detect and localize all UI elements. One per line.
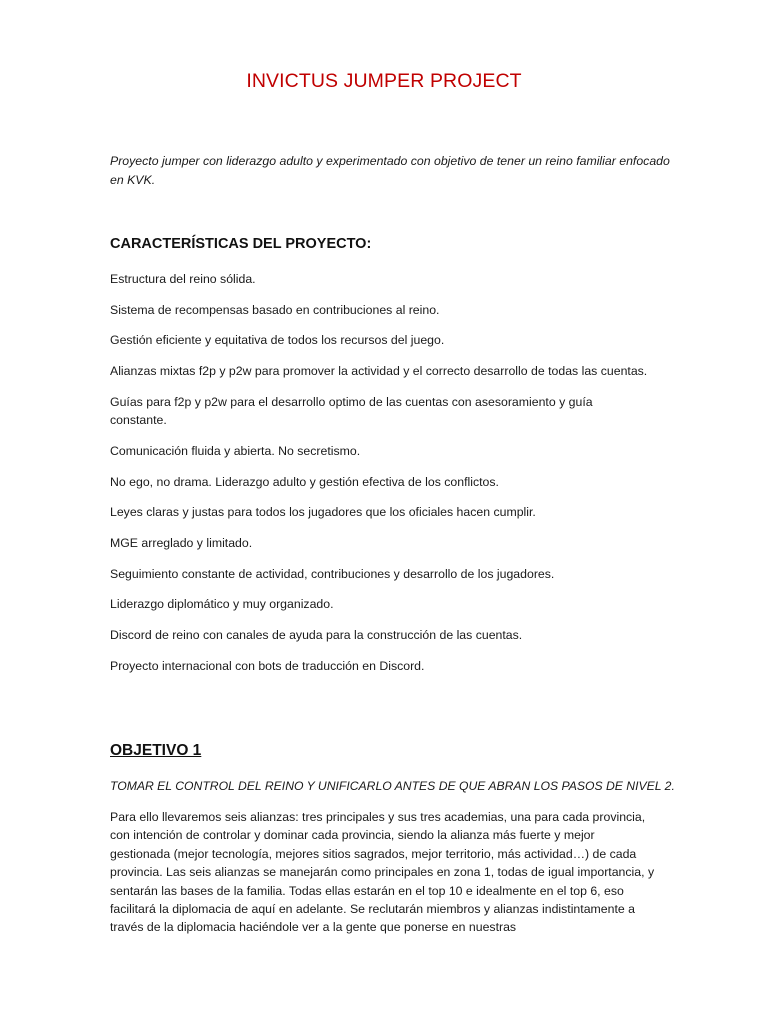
feature-item: MGE arreglado y limitado. xyxy=(110,536,253,550)
feature-item: No ego, no drama. Liderazgo adulto y gestión efectiva de los conflictos. xyxy=(110,474,499,489)
feature-item: Liderazgo diplomático y muy organizado. xyxy=(110,597,334,612)
feature-item: Seguimiento constante de actividad, contribuciones y desarrollo de los jugadores. xyxy=(110,566,555,581)
features-list xyxy=(110,270,650,687)
feature-item: Discord de reino con canales de ayuda para la construcción de las cuentas. xyxy=(110,628,523,643)
objective-subtitle: TOMAR EL CONTROL DEL REINO Y UNIFICARLO ANTES DE QUE ABRAN LOS PASOS DE NIVEL 2. xyxy=(110,779,675,793)
feature-item: Sistema de recompensas basado en contribuciones al reino. xyxy=(110,302,440,317)
feature-item: Alianzas mixtas f2p y p2w para promover la actividad y el correcto desarrollo de todas las cuentas. xyxy=(110,364,648,379)
document-title: INVICTUS JUMPER PROJECT xyxy=(246,70,522,92)
feature-item: Guías para f2p y p2w para el desarrollo optimo de las cuentas con asesoramiento y guía constante. xyxy=(110,394,593,428)
feature-item: Proyecto internacional con bots de traducción en Discord. xyxy=(110,658,425,673)
feature-item: Leyes claras y justas para todos los jugadores que los oficiales hacen cumplir. xyxy=(110,505,536,520)
features-heading: CARACTERÍSTICAS DEL PROYECTO: xyxy=(110,236,372,252)
objective-heading: OBJETIVO 1 xyxy=(110,742,202,759)
intro-paragraph: Proyecto jumper con liderazgo adulto y experimentado con objetivo de tener un reino familiar enfocado en KVK. xyxy=(110,154,670,187)
feature-item: Estructura del reino sólida. xyxy=(110,272,256,286)
objective-body-paragraph: Para ello llevaremos seis alianzas: tres principales y sus tres academias, una para cada provincia, con intención de controlar y dominar cada provincia, siendo la alianza más fuerte y mejor gestionada (mejor tecnología, mejores sitios sagrados, mejor territorio, más actividad…) de cada provincia. Las seis alianzas se manejarán como principales en zona 1, todas de igual importancia, y sentarán las bases de la familia. Todas ellas estarán en el top 10 e idealmente en el top 6, eso facilitará la diplomacia de aquí en adelante. Se reclutarán miembros y alianzas indistintamente a través de la diplomacia haciéndole ver a la gente que ponerse en nuestras xyxy=(110,810,655,935)
feature-item: Comunicación fluida y abierta. No secretismo. xyxy=(110,443,361,458)
feature-item: Gestión eficiente y equitativa de todos los recursos del juego. xyxy=(110,333,445,348)
